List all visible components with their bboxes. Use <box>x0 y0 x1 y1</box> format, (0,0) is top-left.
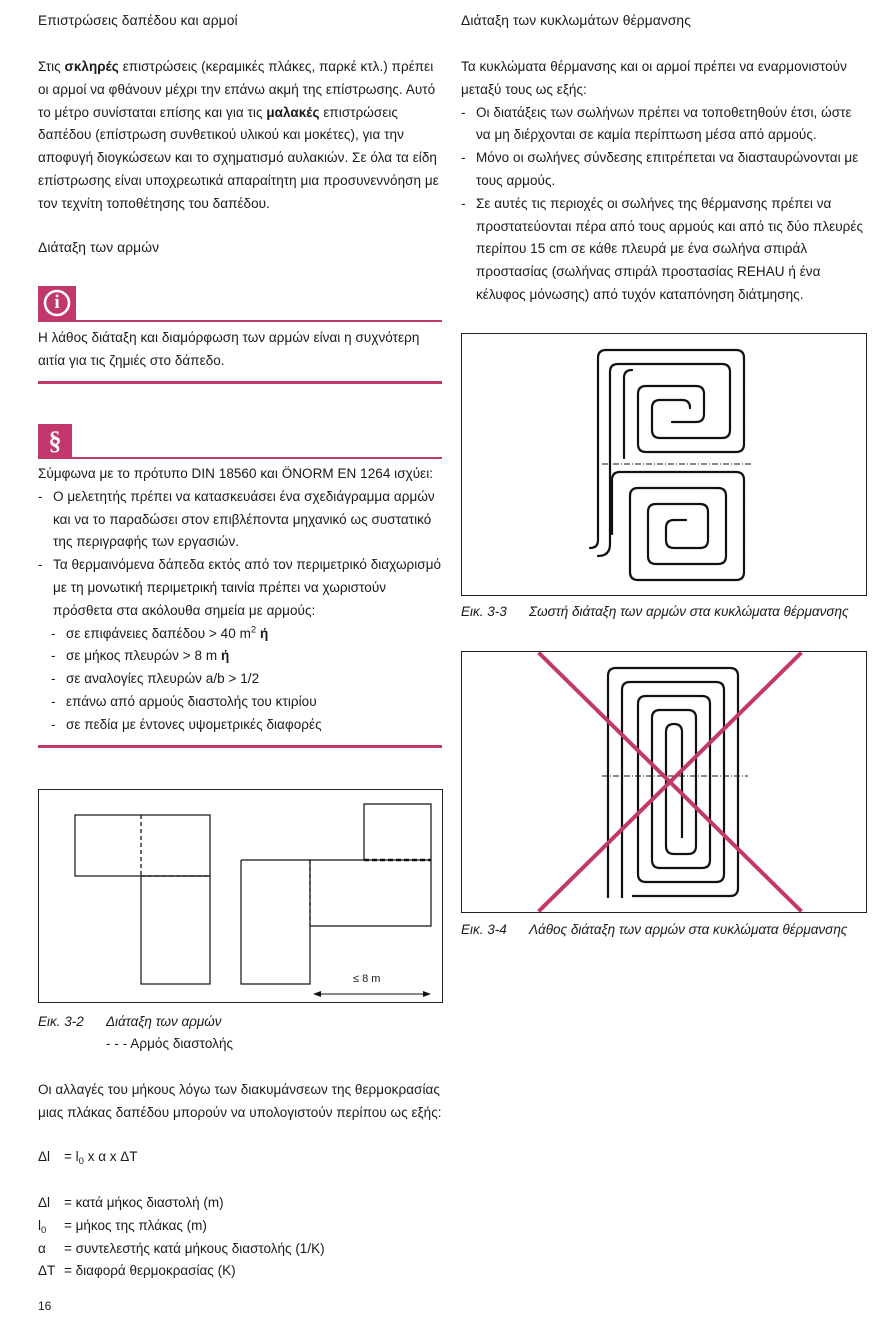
definition-delta-l: Δl = κατά μήκος διαστολή (m) <box>38 1195 224 1210</box>
figure-3-4 <box>461 651 867 913</box>
room-b-middle <box>310 860 431 926</box>
info-top-rule <box>38 320 442 322</box>
info-icon <box>38 286 76 320</box>
paragraph-sign-icon <box>38 424 72 458</box>
law-subitem-building-joints: - επάνω από αρμούς διαστολής του κτιρίου <box>38 691 442 714</box>
figure-3-3 <box>461 333 867 596</box>
heading-heating-circuits: Διάταξη των κυκλωμάτων θέρμανσης <box>461 13 691 28</box>
heating-item-2: - Μόνο οι σωλήνες σύνδεσης επιτρέπεται να διασταυρώνονται με τους αρμούς. <box>461 147 865 193</box>
room-b-left <box>241 860 310 984</box>
figure-3-3-caption: Εικ. 3-3 Σωστή διάταξη των αρμών στα κυκλώματα θέρμανσης <box>461 604 849 619</box>
heating-item-1: - Οι διατάξεις των σωλήνων πρέπει να τοποθετηθούν έτσι, ώστε να μη διέρχονται σε καμία περίπτωση μέσα από αρμούς. <box>461 102 865 148</box>
upper-spiral-pipe-c <box>624 370 632 458</box>
page-number: 16 <box>38 1299 52 1313</box>
info-glyph: i <box>54 292 60 313</box>
law-notice <box>38 463 442 737</box>
heading-joint-layout: Διάταξη των αρμών <box>38 240 160 255</box>
dimension-arrow-right-icon <box>423 991 431 997</box>
wrong-circuit-diagram <box>462 652 866 912</box>
definition-delta-t: ΔT = διαφορά θερμοκρασίας (K) <box>38 1263 236 1279</box>
correct-circuit-diagram <box>462 334 866 595</box>
expansion-formula: $\Delta l = l_0$ x α x ΔT <box>38 1149 138 1167</box>
formula-definitions <box>38 1192 325 1283</box>
info-bottom-rule <box>38 381 442 384</box>
heating-circuits-intro: Τα κυκλώματα θέρμανσης και οι αρμοί πρέπει να εναρμονιστούν μεταξύ τους ως εξής: <box>461 59 847 97</box>
supply-connection-a <box>590 530 598 548</box>
heating-circuits-text <box>461 56 865 307</box>
law-bottom-rule <box>38 745 442 748</box>
definition-alpha: α = συντελεστής κατά μήκους διαστολής (1/K) <box>38 1240 325 1256</box>
dimension-arrow-left-icon <box>313 991 321 997</box>
definition-l0: $l_0 = \mu ή\kappa o\varsigma$ της πλάκας (m) <box>38 1217 207 1236</box>
joint-layout-diagram <box>39 790 442 1002</box>
heating-circuits-list <box>461 102 865 307</box>
paragraph-sign-glyph: § <box>48 426 62 455</box>
law-subitem-area: - σε επιφάνειες δαπέδου > 40 $m^2$ ή <box>38 623 442 646</box>
figure-3-2-legend: - - - Αρμός διαστολής <box>106 1036 234 1051</box>
law-top-rule <box>38 457 442 459</box>
length-change-paragraph: Οι αλλαγές του μήκους λόγω των διακυμάνσεων της θερμοκρασίας μιας πλάκας δαπέδου μπορούν να υπολογιστούν περίπου ως εξής: <box>38 1082 442 1120</box>
paragraph-floor-coverings: Στις σκληρές επιστρώσεις (κεραμικές πλάκες, παρκέ κτλ.) πρέπει οι αρμοί να φθάνουν μέχρι την επάνω ακμή της επίστρωσης. Αυτό το μέτρο συνίσταται επίσης και για τις μαλακές επιστρώσεις δαπέδου (επίστρωση συνθετικού υλικού και μοκέτες), για την αποφυγή διογκώσεων και το σχηματισμό αυλακιών. Σε όλα τα είδη επίστρωσης είναι υποχρεωτικά απαραίτητη μια προσυνεννόηση με τον τεχνίτη τοποθέτησης του δαπέδου. <box>38 59 439 211</box>
law-intro: Σύμφωνα με το πρότυπο DIN 18560 και ÖNORM EN 1264 ισχύει: <box>38 466 434 481</box>
law-subitem-ratio: - σε αναλογίες πλευρών a/b > 1/2 <box>38 668 442 691</box>
law-subitem-height-differences: - σε πεδία με έντονες υψομετρικές διαφορές <box>38 714 442 737</box>
law-subitem-length: - σε μήκος πλευρών > 8 m ή <box>38 645 442 668</box>
bold-hard: σκληρές <box>64 59 119 74</box>
dimension-label: ≤ 8 m <box>353 973 381 985</box>
law-list <box>38 486 442 623</box>
supply-connection-b <box>598 530 610 556</box>
heading-floor-coverings: Επιστρώσεις δαπέδου και αρμοί <box>38 13 238 28</box>
lower-spiral-pipe <box>612 472 744 580</box>
info-notice-text: Η λάθος διάταξη και διαμόρφωση των αρμών είναι η συχνότερη αιτία για τις ζημιές στο δάπεδο. <box>38 330 420 368</box>
law-item-1: - Ο μελετητής πρέπει να κατασκευάσει ένα σχεδιάγραμμα αρμών και να το παραδώσει στον επιβλέποντα μηχανικό ως συστατικό της περιγραφής των εργασιών. <box>38 486 442 554</box>
law-sublist <box>38 623 442 737</box>
room-a-bottom <box>141 876 210 984</box>
room-a-top <box>75 815 210 876</box>
bold-soft: μαλακές <box>266 104 320 120</box>
law-item-2: - Τα θερμαινόμενα δάπεδα εκτός από τον περιμετρικό διαχωρισμό με τη μονωτική περιμετρική ταινία πρέπει να χωριστούν πρόσθετα στα ακόλουθα σημεία με αρμούς: <box>38 554 442 622</box>
room-b-top <box>364 804 431 860</box>
wrong-pipe-loop-2 <box>622 682 724 898</box>
heating-item-3: - Σε αυτές τις περιοχές οι σωλήνες της θέρμανσης πρέπει να προστατεύονται πέρα από τους αρμούς και από τις δύο πλευρές περίπου 15 cm σε κάθε πλευρά με ένα σωλήνα σπιράλ προστασίας (σωλήνας σπιράλ προστασίας REHAU ή ένα κέλυφος μόνωσης) από τυχόν καταπόνηση διάτμησης. <box>461 193 865 307</box>
figure-3-2-caption: Εικ. 3-2 Διάταξη των αρμών <box>38 1014 222 1029</box>
figure-3-2 <box>38 789 443 1003</box>
figure-3-4-caption: Εικ. 3-4 Λάθος διάταξη των αρμών στα κυκλώματα θέρμανσης <box>461 922 848 937</box>
